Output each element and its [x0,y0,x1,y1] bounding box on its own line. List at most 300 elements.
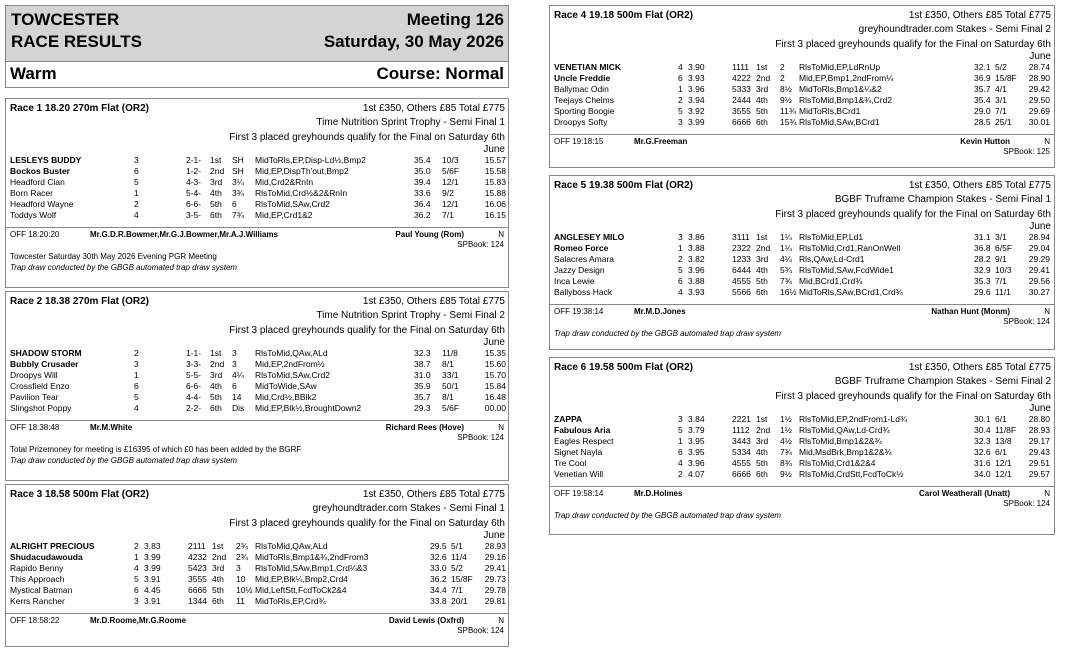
runner-sp: 7/1 [442,210,454,220]
n-marker: N [1044,307,1050,316]
runner-distance: 3 [232,359,237,369]
race-qualify [229,325,505,349]
runner-name: Fabulous Aria [554,425,611,435]
qualify-line: First 3 placed greyhounds qualify for the Final on Saturday 6th [775,39,1051,50]
runner-time: 16.48 [484,392,506,402]
runner-row [10,574,506,585]
runner-time: 28.90 [1028,73,1050,83]
runner-sp: 12/1 [442,177,459,187]
runner-sp: 7/1 [995,106,1007,116]
runner-time: 16.15 [484,210,506,220]
runner-name: ZAPPA [554,414,583,424]
runner-weight: 33.0 [430,563,447,573]
judge: Carol Weatherall (Unatt) [919,489,1010,498]
runner-bend-positions: 3-3- [186,359,202,369]
runner-bend-positions: 2-2- [186,403,202,413]
runner-row [554,469,1050,480]
runner-sp: 3/1 [995,95,1007,105]
runner-bend-positions: 6666 [188,585,207,595]
runner-comment: RlsToMid,SAw,Crd2 [255,370,330,380]
runner-row [10,403,506,414]
runner-distance: 2¾ [236,552,248,562]
runner-time: 29.57 [1028,469,1050,479]
runner-time: 28.80 [1028,414,1050,424]
runner-bend-positions: 6666 [732,469,751,479]
off-divider [550,304,1054,305]
runner-time: 15.70 [484,370,506,380]
runner-sp: 33/1 [442,370,459,380]
n-marker: N [1044,489,1050,498]
runner-sp: 6/1 [995,447,1007,457]
qualify-line: First 3 placed greyhounds qualify for the Final on Saturday 6th [775,209,1051,220]
runner-time: 29.41 [484,563,506,573]
runner-position: 2nd [212,552,227,562]
course-label: Course: Normal [376,64,504,83]
runner-row [10,359,506,370]
runner-position: 3rd [756,84,769,94]
runner-weight: 31.6 [974,458,991,468]
runner-row [554,117,1050,128]
runner-sp: 6/1 [995,414,1007,424]
runner-time: 15.83 [484,177,506,187]
runner-bend-positions: 5423 [188,563,207,573]
sp-book: SPBook: 124 [1003,499,1050,508]
runner-row [554,106,1050,117]
runner-weight: 35.0 [414,166,431,176]
runner-distance: 2 [780,62,785,72]
runner-distance: 1¼ [780,243,792,253]
runner-time: 29.78 [484,585,506,595]
n-marker: N [1044,137,1050,146]
race-qualify [775,209,1051,233]
runner-distance: 11 [236,596,245,606]
qualify-line-end: June [1029,403,1051,414]
race-trophy: greyhoundtrader.com Stakes - Semi Final 1 [312,503,505,514]
runner-name: Ballymac Odin [554,84,609,94]
runner-name: Pavilion Tear [10,392,59,402]
runner-bend-positions: 4555 [732,458,751,468]
runner-sectional-time: 3.79 [688,425,705,435]
runner-trap: 5 [678,265,683,275]
runner-distance: 5¾ [780,265,792,275]
runner-sp: 5/6F [442,403,460,413]
runner-comment: RlsToMid,CrdStt,FcdToCk½ [799,469,904,479]
runner-comment: RlsToMid,SAw,Bmp1,Crd¼&3 [255,563,368,573]
runner-name: Jazzy Design [554,265,605,275]
runner-comment: MidToWide,SAw [255,381,317,391]
runner-sp: 11/8F [995,425,1017,435]
runner-comment: RlsToMid,Crd½&2&RnIn [255,188,348,198]
runner-weight: 36.8 [974,243,991,253]
runner-time: 15.57 [484,155,506,165]
runner-weight: 33.8 [430,596,447,606]
n-marker: N [498,423,504,432]
race-qualify [775,391,1051,415]
runner-comment: Mid,EP,2ndFrom½ [255,359,325,369]
runner-time: 29.56 [1028,276,1050,286]
runner-distance: 7¾ [780,447,792,457]
runner-position: 4th [210,381,222,391]
runner-trap: 2 [134,541,139,551]
runner-name: Born Racer [10,188,53,198]
race-prize: 1st £350, Others £85 Total £775 [362,489,505,500]
runner-position: 1st [756,414,768,424]
results-label: RACE RESULTS [11,32,142,51]
runner-bend-positions: 6666 [732,117,751,127]
sp-book: SPBook: 124 [1003,317,1050,326]
runner-time: 29.73 [484,574,506,584]
runner-distance: 8½ [780,84,792,94]
runner-position: 1st [756,232,768,242]
runner-bend-positions: 4222 [732,73,751,83]
runner-sectional-time: 3.96 [688,265,705,275]
trainers: Mr.M.D.Jones [634,307,686,316]
runner-comment: Mid,MsdBrk,Bmp1&2&¾ [799,447,892,457]
runner-position: 4th [210,188,222,198]
race-prize: 1st £350, Others £85 Total £775 [908,362,1051,373]
runner-bend-positions: 1233 [732,254,751,264]
runner-sectional-time: 3.95 [688,447,705,457]
off-divider [550,134,1054,135]
runner-weight: 32.1 [974,62,991,72]
runner-position: 4th [756,265,768,275]
runner-sectional-time: 3.92 [688,106,705,116]
runner-row [554,425,1050,436]
runner-bend-positions: 3-5- [186,210,202,220]
runner-distance: 4¼ [232,370,244,380]
runner-sp: 20/1 [451,596,468,606]
runner-comment: Mid,EP,Blk½,BroughtDown2 [255,403,362,413]
runner-bend-positions: 2221 [732,414,751,424]
runner-comment: RlsToMid,QAw,ALd [255,348,328,358]
runner-weight: 35.4 [414,155,431,165]
runner-sp: 7/1 [995,276,1007,286]
runner-trap: 1 [134,552,139,562]
runner-row [10,596,506,607]
judge: Nathan Hunt (Monm) [931,307,1010,316]
runner-position: 6th [756,287,768,297]
runner-weight: 38.7 [414,359,431,369]
runner-name: Romeo Force [554,243,609,253]
race-title: Race 3 18.58 500m Flat (OR2) [10,489,149,500]
qualify-line: First 3 placed greyhounds qualify for the Final on Saturday 6th [229,132,505,143]
runner-weight: 32.3 [414,348,431,358]
runner-position: 3rd [210,177,223,187]
runner-position: 5th [756,458,768,468]
race-trophy: Time Nutrition Sprint Trophy - Semi Final 1 [316,117,505,128]
runner-time: 29.50 [1028,95,1050,105]
runner-comment: Mid,EP,Bmp1,2ndFrom¼ [799,73,894,83]
runner-time: 29.17 [1028,436,1050,446]
qualify-line-end: June [483,530,505,541]
runner-position: 3rd [210,370,223,380]
runner-position: 6th [756,117,768,127]
qualify-line: First 3 placed greyhounds qualify for the Final on Saturday 6th [775,391,1051,402]
runner-distance: 1¼ [780,232,792,242]
runner-comment: RlsToMid,QAw,Ld-Crd¾ [799,425,890,435]
runner-weight: 30.1 [974,414,991,424]
runner-position: 6th [210,403,222,413]
runner-name: Teejays Chelms [554,95,614,105]
runner-comment: Mid,Crd½,BBlk2 [255,392,317,402]
runner-trap: 4 [134,563,139,573]
runner-sectional-time: 4.45 [144,585,161,595]
runner-weight: 35.3 [974,276,991,286]
runner-row [10,392,506,403]
runner-distance: 2¾ [236,541,248,551]
runner-weight: 32.6 [974,447,991,457]
runner-bend-positions: 2-1- [186,155,202,165]
sp-book: SPBook: 125 [1003,147,1050,156]
runner-name: Kerrs Rancher [10,596,65,606]
runner-distance: 1½ [780,425,792,435]
runner-bend-positions: 2322 [732,243,751,253]
race-card-4 [549,5,1055,168]
runner-distance: 6 [232,381,237,391]
runner-sectional-time: 3.90 [688,62,705,72]
runner-row [554,458,1050,469]
runner-sectional-time: 3.99 [688,117,705,127]
qualify-line-end: June [483,144,505,155]
runner-sp: 10/3 [442,155,459,165]
runner-position: 5th [210,392,222,402]
track-name: TOWCESTER [11,10,120,29]
runner-name: Bockos Buster [10,166,70,176]
runner-weight: 36.4 [414,199,431,209]
runner-position: 4th [212,574,224,584]
runner-position: 3rd [756,436,769,446]
runner-sp: 11/1 [995,287,1011,297]
runner-bend-positions: 5566 [732,287,751,297]
runner-position: 1st [210,348,222,358]
runner-weight: 36.2 [414,210,431,220]
runner-sp: 5/2 [995,62,1007,72]
runner-sectional-time: 3.94 [688,95,705,105]
runner-weight: 32.3 [974,436,991,446]
runner-bend-positions: 4232 [188,552,207,562]
runner-trap: 3 [678,414,683,424]
runner-bend-positions: 1112 [732,425,750,435]
runner-time: 15.84 [484,381,506,391]
runner-row [10,541,506,552]
runner-sp: 13/8 [995,436,1012,446]
runner-name: Slingshot Poppy [10,403,72,413]
runner-trap: 4 [134,210,139,220]
runner-weight: 31.0 [414,370,431,380]
trap-draw-note: Trap draw conducted by the GBGB automated trap draw system [554,511,782,520]
meeting-note: Total Prizemoney for meeting is £16395 of which £0 has been added by the BGRF [10,445,302,454]
runner-time: 29.41 [1028,265,1050,275]
runner-distance: 6 [232,199,237,209]
runner-trap: 2 [134,348,139,358]
left-column [5,5,509,635]
runner-trap: 5 [678,106,683,116]
runner-sectional-time: 3.84 [688,414,705,424]
runner-position: 1st [212,541,224,551]
runner-time: 28.93 [1028,425,1050,435]
runner-distance: 10½ [236,585,253,595]
runner-trap: 1 [678,436,683,446]
sp-book: SPBook: 124 [457,240,504,249]
runner-name: ANGLESEY MILO [554,232,625,242]
runner-time: 30.27 [1028,287,1050,297]
race-card-3 [5,484,509,647]
runner-name: Bubbly Crusader [10,359,79,369]
runner-sp: 11/4 [451,552,467,562]
runner-time: 28.93 [484,541,506,551]
runner-trap: 4 [134,403,139,413]
runner-time: 15.58 [484,166,506,176]
runner-distance: 16½ [780,287,797,297]
runner-row [10,552,506,563]
runner-trap: 5 [134,574,139,584]
runner-position: 5th [756,106,768,116]
runner-sectional-time: 3.83 [144,541,161,551]
runner-time: 29.81 [484,596,506,606]
runner-row [10,585,506,596]
runner-name: VENETIAN MICK [554,62,622,72]
runner-comment: RlsToMid,Bmp1&2&¾ [799,436,882,446]
runner-comment: RlsToMid,QAw,ALd [255,541,328,551]
race-title: Race 4 19.18 500m Flat (OR2) [554,10,693,21]
runner-position: 2nd [756,73,771,83]
runner-bend-positions: 5334 [732,447,751,457]
runner-name: Crossfield Enzo [10,381,70,391]
runner-name: Inca Lewie [554,276,595,286]
runner-distance: 7¾ [780,276,792,286]
runner-name: Signet Nayla [554,447,603,457]
runner-distance: SH [232,155,244,165]
race-prize: 1st £350, Others £85 Total £775 [362,296,505,307]
runner-weight: 35.7 [414,392,431,402]
race-prize: 1st £350, Others £85 Total £775 [908,180,1051,191]
runner-weight: 29.0 [974,106,991,116]
off-divider [6,613,508,614]
runner-sp: 9/2 [442,188,454,198]
runner-bend-positions: 6-6- [186,381,202,391]
off-divider [6,420,508,421]
race-card-6 [549,357,1055,535]
off-time: OFF 18:20:20 [10,230,60,239]
runner-weight: 29.6 [974,287,991,297]
race-qualify [775,39,1051,63]
runner-bend-positions: 1344 [188,596,207,606]
runner-position: 5th [212,585,224,595]
qualify-line: First 3 placed greyhounds qualify for the Final on Saturday 6th [229,325,505,336]
runner-position: 6th [756,469,768,479]
runner-distance: 9½ [780,95,792,105]
trap-draw-note: Trap draw conducted by the GBGB automated trap draw system [10,456,238,465]
runner-distance: 3¼ [232,177,244,187]
runner-trap: 6 [678,276,683,286]
runner-comment: MidToRls,SAw,BCrd1,Crd¾ [799,287,903,297]
runner-trap: 3 [134,155,139,165]
runner-time: 15.35 [484,348,506,358]
runner-weight: 36.2 [430,574,447,584]
runner-sectional-time: 3.86 [688,232,705,242]
runner-sp: 8/1 [442,359,454,369]
runner-trap: 5 [678,425,683,435]
race-qualify [229,518,505,542]
runner-comment: RlsToMid,EP,Ld1 [799,232,864,242]
runner-sp: 5/2 [451,563,463,573]
runner-bend-positions: 1-1- [186,348,202,358]
runner-sp: 15/8F [995,73,1017,83]
race-trophy: greyhoundtrader.com Stakes - Semi Final 2 [858,24,1051,35]
runner-row [10,199,506,210]
runner-distance: 14 [232,392,242,402]
runner-comment: RlsToMid,SAw,FcdWide1 [799,265,894,275]
qualify-line-end: June [1029,51,1051,62]
runner-comment: Mid,EP,DispTh'out,Bmp2 [255,166,349,176]
runner-comment: RlsToMid,EP,2ndFrom1-Ld¾ [799,414,908,424]
runner-distance: 10 [236,574,246,584]
runner-trap: 1 [134,370,139,380]
runner-row [10,563,506,574]
runner-sp: 3/1 [995,232,1007,242]
judge: Kevin Hutton [960,137,1010,146]
runner-name: LESLEYS BUDDY [10,155,82,165]
runner-row [554,254,1050,265]
runner-sp: 10/3 [995,265,1012,275]
runner-time: 29.43 [1028,447,1050,457]
race-title: Race 1 18.20 270m Flat (OR2) [10,103,149,114]
runner-distance: 2 [780,73,785,83]
runner-position: 6th [212,596,224,606]
runner-row [10,177,506,188]
runner-trap: 4 [678,62,683,72]
runner-trap: 1 [678,243,683,253]
runner-trap: 2 [678,95,683,105]
runner-position: 3rd [212,563,225,573]
runner-name: Shudacudawouda [10,552,83,562]
off-time: OFF 19:38:14 [554,307,604,316]
runner-name: This Approach [10,574,65,584]
runner-bend-positions: 3111 [732,232,750,242]
runner-comment: MidToRls,EP,Crd¾ [255,596,326,606]
runner-distance: 4¼ [780,254,792,264]
runner-position: 1st [756,62,768,72]
weather-label: Warm [10,64,57,83]
qualify-line: First 3 placed greyhounds qualify for the Final on Saturday 6th [229,518,505,529]
runner-sectional-time: 4.07 [688,469,705,479]
runner-trap: 1 [678,84,683,94]
runner-distance: Dis [232,403,245,413]
runner-position: 4th [756,447,768,457]
runner-row [554,62,1050,73]
runner-position: 5th [756,276,768,286]
race-prize: 1st £350, Others £85 Total £775 [362,103,505,114]
trainers: Mr.D.Roome,Mr.G.Roome [90,616,187,625]
runner-weight: 33.6 [414,188,431,198]
runner-name: Sporting Boogie [554,106,615,116]
runner-weight: 30.4 [974,425,991,435]
runner-bend-positions: 1-2- [186,166,202,176]
runner-sp: 50/1 [442,381,459,391]
runner-distance: 3¾ [232,188,244,198]
runner-comment: RlsToMid,Bmp1&¾,Crd2 [799,95,893,105]
runner-sectional-time: 3.91 [144,596,161,606]
off-divider [6,227,508,228]
runner-comment: MidToRls,Bmp1&¼&2 [799,84,882,94]
runner-name: Toddys Wolf [10,210,57,220]
runner-time: 29.51 [1028,458,1050,468]
runner-row [554,84,1050,95]
runner-name: SHADOW STORM [10,348,82,358]
runner-name: Droopys Will [10,370,58,380]
runner-weight: 28.5 [974,117,991,127]
runner-sectional-time: 3.91 [144,574,161,584]
